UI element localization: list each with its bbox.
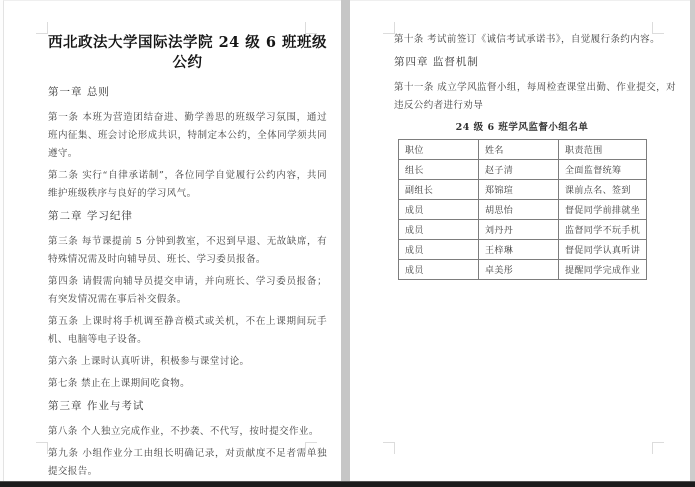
cell-name[interactable]: 王梓琳: [479, 240, 559, 260]
cell-position[interactable]: 成员: [399, 260, 479, 280]
cell-name[interactable]: 胡思怡: [479, 200, 559, 220]
header-cell-duty[interactable]: 职责范围: [559, 140, 647, 160]
cell-position[interactable]: 成员: [399, 200, 479, 220]
article-3[interactable]: 第三条 每节课提前 5 分钟到教室，不迟到早退、无故缺席，有特殊情况需及时向辅导员、班长、学习委员报备。: [48, 236, 327, 265]
page-gutter: [341, 0, 350, 481]
cell-duty[interactable]: 督促同学认真听讲: [559, 240, 647, 260]
article-6[interactable]: 第六条 上课时认真听讲，积极参与课堂讨论。: [48, 356, 250, 367]
roster-table-caption[interactable]: 24 级 6 班学风监督小组名单: [455, 122, 589, 133]
cell-duty[interactable]: 督促同学前排就坐: [559, 200, 647, 220]
cell-name[interactable]: 卓美彤: [479, 260, 559, 280]
page-2[interactable]: [350, 0, 690, 481]
header-cell-name[interactable]: 姓名: [479, 140, 559, 160]
table-row: [399, 180, 647, 200]
article-11[interactable]: 第十一条 成立学风监督小组，每周检查课堂出勤、作业提交，对违反公约者进行劝导: [394, 82, 676, 111]
roster-table[interactable]: [398, 139, 647, 280]
cell-position[interactable]: 组长: [399, 160, 479, 180]
document-title[interactable]: 西北政法大学国际法学院 24 级 6 班班级公约: [48, 34, 327, 71]
table-row: [399, 220, 647, 240]
cell-duty[interactable]: 提醒同学完成作业: [559, 260, 647, 280]
table-row: [399, 160, 647, 180]
chapter-1-heading[interactable]: 第一章 总则: [48, 86, 110, 98]
table-row: [399, 200, 647, 220]
header-cell-position[interactable]: 职位: [399, 140, 479, 160]
table-row: [399, 260, 647, 280]
cell-position[interactable]: 成员: [399, 240, 479, 260]
chapter-2-heading[interactable]: 第二章 学习纪律: [48, 210, 133, 222]
article-8[interactable]: 第八条 个人独立完成作业，不抄袭、不代写，按时提交作业。: [48, 426, 319, 437]
article-10[interactable]: 第十条 考试前签订《诚信考试承诺书》，自觉履行条约内容。: [394, 34, 660, 45]
cell-duty[interactable]: 全面监督统筹: [559, 160, 647, 180]
article-2[interactable]: 第二条 实行“自律承诺制”，各位同学自觉履行公约内容，共同维护班级秩序与良好的学习风气。: [48, 170, 327, 199]
roster-table-block: [398, 119, 646, 280]
table-header-row: [399, 140, 647, 160]
cell-position[interactable]: 成员: [399, 220, 479, 240]
article-4[interactable]: 第四条 请假需向辅导员提交申请，并向班长、学习委员报备；有突发情况需在事后补交假条。: [48, 276, 327, 305]
cell-name[interactable]: 赵子清: [479, 160, 559, 180]
article-1[interactable]: 第一条 本班为营造团结奋进、勤学善思的班级学习氛围，通过班内征集、班会讨论形成共识，特制定本公约，全体同学须共同遵守。: [48, 112, 327, 159]
cell-duty[interactable]: 监督同学不玩手机: [559, 220, 647, 240]
cell-position[interactable]: 副组长: [399, 180, 479, 200]
article-9[interactable]: 第九条 小组作业分工由组长明确记录，对贡献度不足者需单独提交报告。: [48, 448, 327, 477]
chapter-3-heading[interactable]: 第三章 作业与考试: [48, 400, 145, 412]
article-7[interactable]: 第七条 禁止在上课期间吃食物。: [48, 378, 191, 389]
cell-name[interactable]: 郑锦瑄: [479, 180, 559, 200]
cell-name[interactable]: 刘丹丹: [479, 220, 559, 240]
page-1[interactable]: [3, 0, 341, 481]
article-5[interactable]: 第五条 上课时将手机调至静音模式或关机，不在上课期间玩手机、电脑等电子设备。: [48, 316, 327, 345]
cell-duty[interactable]: 课前点名、签到: [559, 180, 647, 200]
window-bottom-edge: [0, 481, 695, 487]
right-edge-strip: [690, 0, 695, 481]
chapter-4-heading[interactable]: 第四章 监督机制: [394, 56, 479, 68]
table-row: [399, 240, 647, 260]
